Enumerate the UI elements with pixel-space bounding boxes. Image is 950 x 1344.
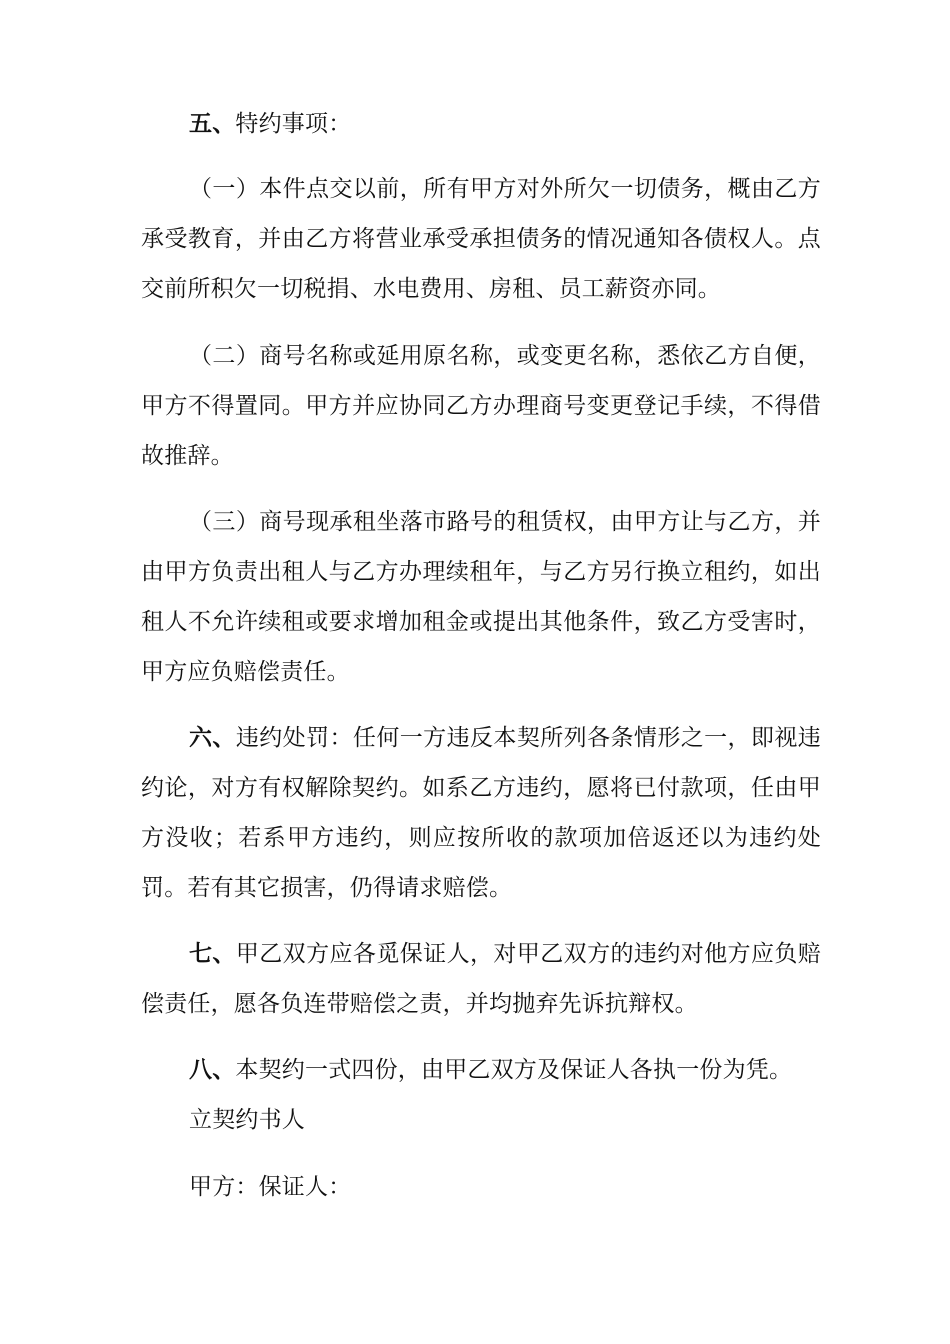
section-number: 五、 — [189, 110, 236, 137]
section-text: 违约处罚：任何一方违反本契所列各条情形之一，即视违约论，对方有权解除契约。如系乙方违约，愿将已付款项，任由甲方没收；若系甲方违约，则应按所收的款项加倍返还以为违约处罚。若有其它损害，仍得请求赔偿。 — [141, 725, 822, 901]
signature-line — [141, 1162, 821, 1212]
clause-text: （二）商号名称或延用原名称，或变更名称，悉依乙方自便，甲方不得置同。甲方并应协同乙方办理商号变更登记手续，不得借故推辞。 — [141, 343, 821, 469]
section-8 — [141, 1045, 821, 1095]
signatories-text: 立契约书人 — [189, 1107, 305, 1133]
section-number: 七、 — [189, 940, 236, 967]
signature-text: 甲方：保证人： — [189, 1174, 352, 1200]
section-number: 六、 — [189, 724, 236, 751]
section-number: 八、 — [189, 1056, 236, 1083]
section-text: 甲乙双方应各觅保证人，对甲乙双方的违约对他方应负赔偿责任，愿各负连带赔偿之责，并均抛弃先诉抗辩权。 — [141, 941, 822, 1017]
section-text: 特约事项： — [235, 111, 352, 137]
clause-5-1 — [141, 164, 821, 314]
clause-5-3 — [141, 497, 821, 697]
section-text: 本契约一式四份，由甲乙双方及保证人各执一份为凭。 — [235, 1057, 793, 1083]
clause-text: （一）本件点交以前，所有甲方对外所欠一切债务，概由乙方承受教育，并由乙方将营业承受承担债务的情况通知各债权人。点交前所积欠一切税捐、水电费用、房租、员工薪资亦同。 — [141, 176, 821, 302]
clause-text: （三）商号现承租坐落市路号的租赁权，由甲方让与乙方，并由甲方负责出租人与乙方办理续租年，与乙方另行换立租约，如出租人不允许续租或要求增加租金或提出其他条件，致乙方受害时，甲方应负赔偿责任。 — [141, 509, 821, 685]
signatories-label — [141, 1095, 821, 1145]
section-5-title — [141, 99, 821, 149]
clause-5-2 — [141, 331, 821, 481]
section-6 — [141, 713, 821, 913]
section-7 — [141, 929, 821, 1029]
